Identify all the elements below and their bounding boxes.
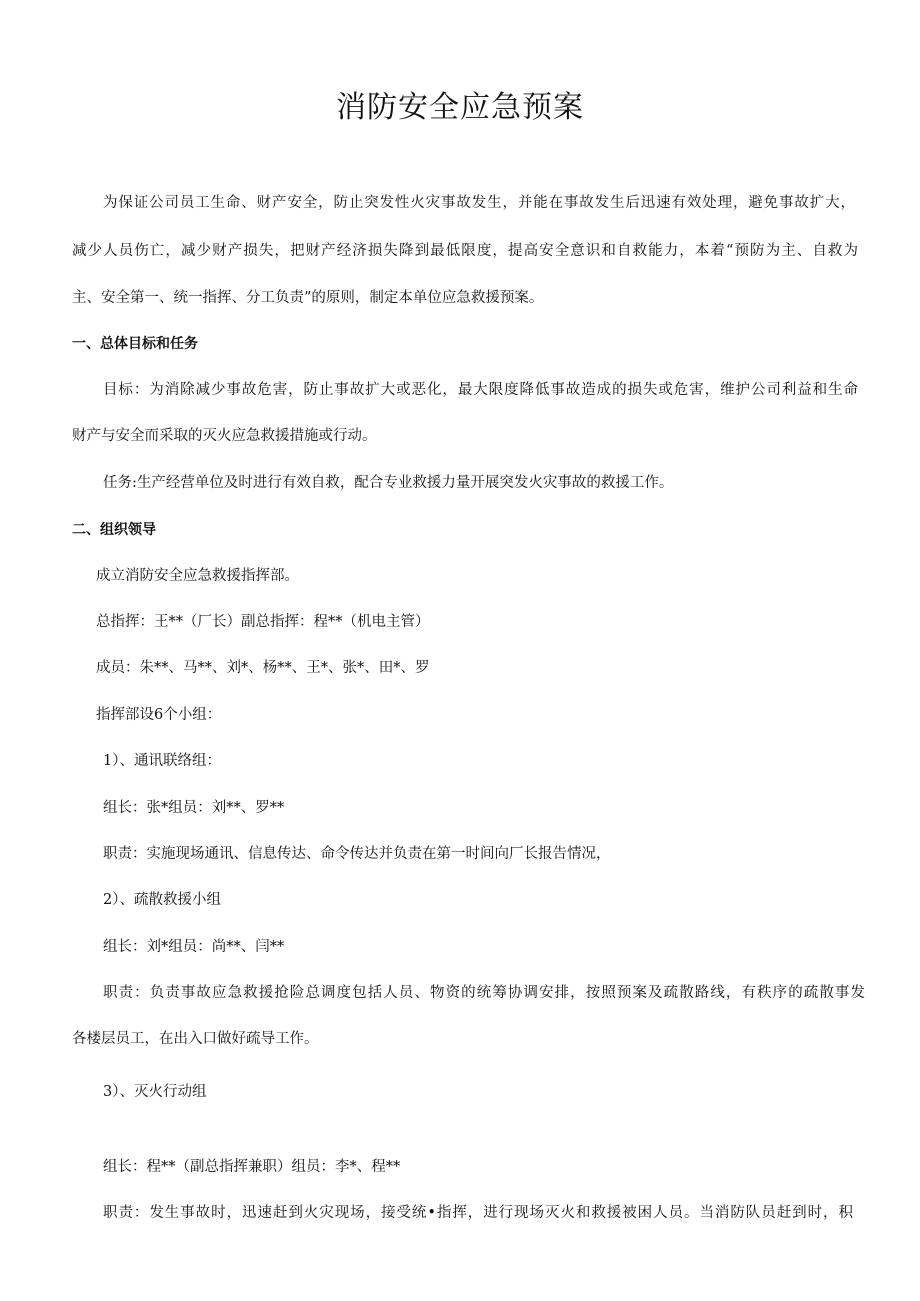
group-2-name: 2）、疏散救援小组 — [103, 892, 221, 908]
group-1-duty: 职责：实施现场通讯、信息传达、命令传达并负责在第一时间向厂长报告情况， — [103, 846, 611, 862]
groups-intro-text: 指挥部设6个小组： — [96, 707, 222, 723]
task-text: 任务:生产经营单位及时进行有效自救，配合专业救援力量开展突发火灾事故的救援工作。 — [103, 475, 674, 491]
group-3-leader: 组长：程**（副总指挥兼职）组员：李*、程** — [103, 1159, 401, 1175]
establish-text: 成立消防安全应急救援指挥部。 — [96, 568, 299, 584]
goal-line-1: 目标：为消除减少事故危害，防止事故扩大或恶化，最大限度降低事故造成的损失或危害，维护公司利益和生命 — [103, 382, 858, 398]
page-title: 消防安全应急预案 — [336, 90, 584, 125]
group-1-name: 1）、通讯联络组： — [103, 753, 221, 769]
goal-line-2: 财产与安全而采取的灭火应急救援措施或行动。 — [72, 428, 377, 444]
group-3-duty-line-1: 职责：发生事故时，迅速赶到火灾现场，接受统•指挥，进行现场灭火和救援被困人员。当消防队员赶到时，积 — [103, 1205, 853, 1221]
group-1-leader: 组长：张*组员：刘**、罗** — [103, 800, 285, 816]
group-2-duty-line-2: 各楼层员工，在出入口做好疏导工作。 — [72, 1031, 319, 1047]
intro-line-2: 减少人员伤亡，减少财产损失，把财产经济损失降到最低限度，提高安全意识和自救能力，本着“预防为主、自救为 — [72, 243, 858, 259]
section-heading-1: 一、总体目标和任务 — [72, 336, 198, 352]
section-heading-2: 二、组织领导 — [72, 522, 156, 538]
commander-text: 总指挥：王**（厂长）副总指挥：程**（机电主管） — [96, 614, 430, 630]
group-2-duty-line-1: 职责：负责事故应急救援抢险总调度包括人员、物资的统筹协调安排，按照预案及疏散路线，有秩序的疏散事发 — [103, 985, 865, 1001]
intro-line-1: 为保证公司员工生命、财产安全，防止突发性火灾事故发生，并能在事故发生后迅速有效处理，避免事故扩大， — [103, 195, 855, 211]
group-2-leader: 组长：刘*组员：尚**、闫** — [103, 939, 285, 955]
intro-line-3: 主、安全第一、统一指挥、分工负责”的原则，制定本单位应急救援预案。 — [72, 290, 544, 306]
members-text: 成员：朱**、马**、刘*、杨**、王*、张*、田*、罗 — [96, 660, 430, 676]
group-3-name: 3）、灭火行动组 — [103, 1084, 207, 1100]
